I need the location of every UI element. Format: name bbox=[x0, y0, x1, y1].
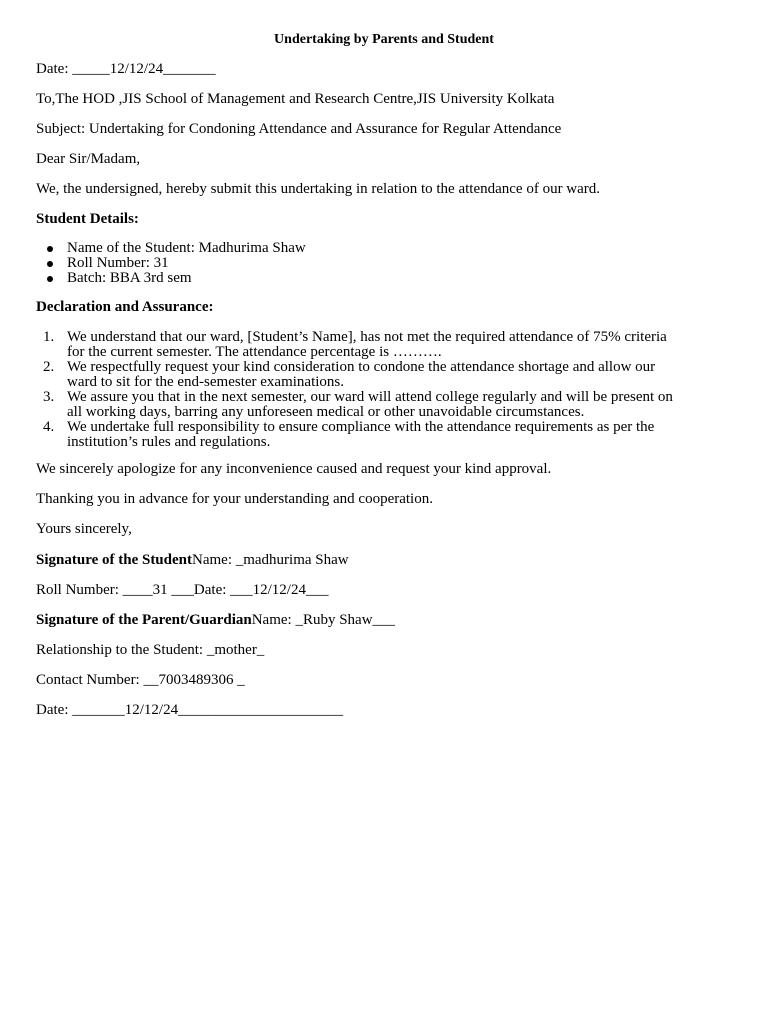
apology-paragraph: We sincerely apologize for any inconvenience caused and request your kind approval. bbox=[36, 461, 552, 477]
declaration-heading: Declaration and Assurance: bbox=[36, 299, 214, 315]
closing: Yours sincerely, bbox=[36, 521, 132, 537]
student-name-field: Name: _madhurima Shaw bbox=[192, 552, 349, 568]
declaration-line: We respectfully request your kind consideration to condone the attendance shortage and allow our bbox=[67, 359, 656, 375]
student-signature-line bbox=[36, 553, 349, 568]
date-line: Date: _____12/12/24_______ bbox=[36, 61, 216, 77]
subject-line: Subject: Undertaking for Condoning Attendance and Assurance for Regular Attendance bbox=[36, 121, 562, 137]
list-item bbox=[36, 360, 736, 390]
student-name-detail: Name of the Student: Madhurima Shaw bbox=[67, 240, 306, 256]
item-number: 3. bbox=[43, 389, 55, 405]
declaration-line: all working days, barring any unforeseen medical or other unavoidable circumstances. bbox=[67, 404, 585, 420]
relationship-line: Relationship to the Student: _mother_ bbox=[36, 642, 265, 658]
addressee-line: To,The HOD ,JIS School of Management and Research Centre,JIS University Kolkata bbox=[36, 91, 555, 107]
list-item bbox=[36, 390, 736, 420]
student-details-heading: Student Details: bbox=[36, 211, 139, 227]
declaration-line: We assure you that in the next semester, our ward will attend college regularly and will be present on bbox=[67, 389, 673, 405]
declaration-line: for the current semester. The attendance percentage is ………. bbox=[67, 344, 442, 360]
student-details-list bbox=[36, 241, 306, 286]
item-number: 1. bbox=[43, 329, 55, 345]
item-number: 4. bbox=[43, 419, 55, 435]
intro-paragraph: We, the undersigned, hereby submit this undertaking in relation to the attendance of our ward. bbox=[36, 181, 601, 197]
item-number: 2. bbox=[43, 359, 55, 375]
final-date-line: Date: _______12/12/24______________________ bbox=[36, 702, 344, 718]
list-item bbox=[36, 330, 736, 360]
bullet-icon bbox=[47, 246, 53, 252]
parent-signature-label: Signature of the Parent/Guardian bbox=[36, 612, 252, 628]
roll-date-line: Roll Number: ____31 ___Date: ___12/12/24___ bbox=[36, 582, 329, 598]
declaration-line: We undertake full responsibility to ensure compliance with the attendance requirements as per the bbox=[67, 419, 655, 435]
student-signature-label: Signature of the Student bbox=[36, 552, 192, 568]
list-item bbox=[36, 271, 306, 286]
declaration-list bbox=[36, 330, 736, 450]
batch-detail: Batch: BBA 3rd sem bbox=[67, 270, 192, 286]
document-title: Undertaking by Parents and Student bbox=[274, 32, 494, 47]
list-item bbox=[36, 256, 306, 271]
declaration-line: institution’s rules and regulations. bbox=[67, 434, 271, 450]
bullet-icon bbox=[47, 261, 53, 267]
list-item bbox=[36, 241, 306, 256]
thanks-paragraph: Thanking you in advance for your understanding and cooperation. bbox=[36, 491, 433, 507]
declaration-line: We understand that our ward, [Student’s Name], has not met the required attendance of 75% criteria bbox=[67, 329, 667, 345]
salutation: Dear Sir/Madam, bbox=[36, 151, 141, 167]
contact-line: Contact Number: __7003489306 _ bbox=[36, 672, 245, 688]
parent-signature-line bbox=[36, 613, 395, 628]
parent-name-field: Name: _Ruby Shaw___ bbox=[251, 612, 396, 628]
list-item bbox=[36, 420, 736, 450]
declaration-line: ward to sit for the end-semester examinations. bbox=[67, 374, 345, 390]
bullet-icon bbox=[47, 276, 53, 282]
roll-number-detail: Roll Number: 31 bbox=[67, 255, 169, 271]
